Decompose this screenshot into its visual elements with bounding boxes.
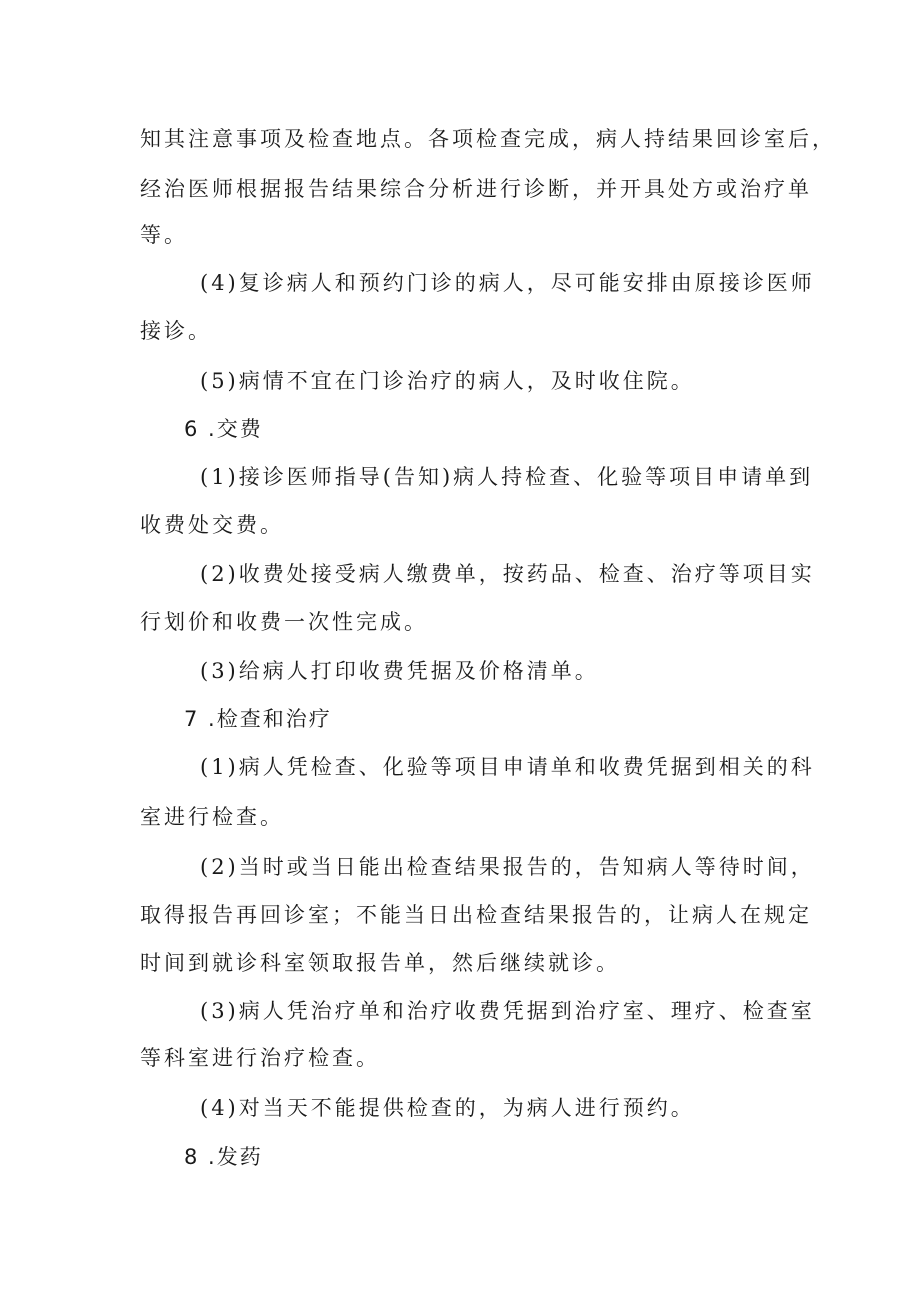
paragraph-line: 时间到就诊科室领取报告单，然后继续就诊。 xyxy=(140,951,620,975)
section-heading: 8 .发药 xyxy=(184,1145,263,1169)
paragraph-line: (1)病人凭检查、化验等项目申请单和收费凭据到相关的科 xyxy=(200,755,815,779)
section-heading: 7 .检查和治疗 xyxy=(184,707,332,731)
paragraph-line: 行划价和收费一次性完成。 xyxy=(140,610,428,634)
paragraph-line: 等科室进行治疗检查。 xyxy=(140,1046,380,1070)
section-heading: 6 .交费 xyxy=(184,417,263,441)
paragraph-line: (2)当时或当日能出检查结果报告的，告知病人等待时间， xyxy=(200,855,815,879)
paragraph-line: 知其注意事项及检查地点。各项检查完成，病人持结果回诊室后， xyxy=(140,127,836,151)
paragraph-line: (5)病情不宜在门诊治疗的病人，及时收住院。 xyxy=(200,369,695,393)
paragraph-line: 收费处交费。 xyxy=(140,513,284,537)
paragraph-line: (1)接诊医师指导(告知)病人持检查、化验等项目申请单到 xyxy=(200,465,814,489)
paragraph-line: (3)给病人打印收费凭据及价格清单。 xyxy=(200,659,599,683)
paragraph-line: (4)对当天不能提供检查的，为病人进行预约。 xyxy=(200,1096,695,1120)
paragraph-line: 接诊。 xyxy=(140,319,212,343)
paragraph-line: (2)收费处接受病人缴费单，按药品、检查、治疗等项目实 xyxy=(200,562,815,586)
paragraph-line: 取得报告再回诊室；不能当日出检查结果报告的，让病人在规定 xyxy=(140,903,812,927)
paragraph-line: 等。 xyxy=(140,223,188,247)
paragraph-line: 室进行检查。 xyxy=(140,805,284,829)
paragraph-line: (3)病人凭治疗单和治疗收费凭据到治疗室、理疗、检查室 xyxy=(200,999,815,1023)
paragraph-line: (4)复诊病人和预约门诊的病人，尽可能安排由原接诊医师 xyxy=(200,271,815,295)
paragraph-line: 经治医师根据报告结果综合分析进行诊断，并开具处方或治疗单 xyxy=(140,177,812,201)
